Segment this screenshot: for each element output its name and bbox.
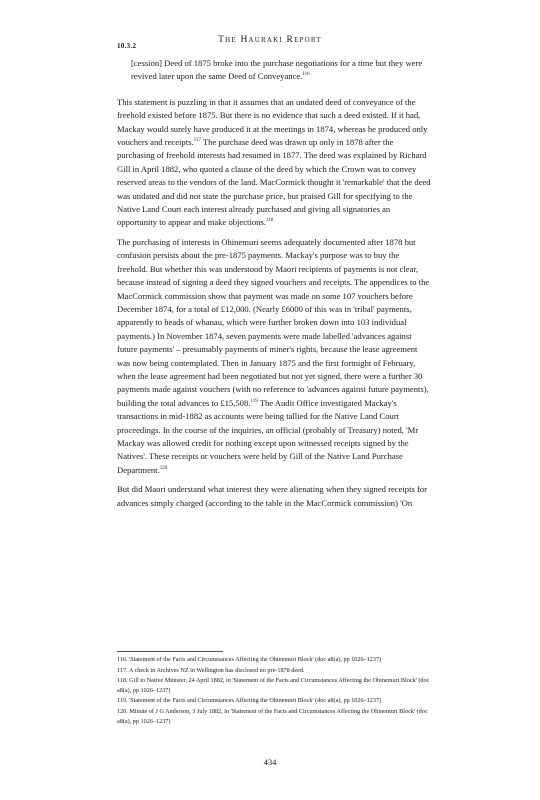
paragraph-text: The purchase deed was drawn up only in 1878 after the purchasing of freehold interests had resumed in 1877. The deed was explained by Richard Gill in April 1882, who quoted a clause of the deed by which the Crown was to convey reserved areas to the vendors of the land. MacCormick thought it 'remarkable' that the deed was undated and did not state the purchase price, but praised Gill for specifying to the Native Land Court each interest already purchased and giving all signatories an opportunity to appear and make objections.	[117, 137, 431, 228]
body-text	[117, 57, 431, 516]
footnote-number: 116.	[117, 656, 128, 663]
footnote-ref: 120	[159, 465, 168, 471]
footnote	[117, 676, 431, 695]
footnote-ref: 117	[193, 138, 201, 144]
footnote-ref: 119	[250, 398, 258, 404]
footnote	[117, 655, 431, 665]
footnote-ref: 116	[302, 72, 310, 78]
running-title: The Hauraki Report	[218, 35, 322, 45]
paragraph-text: But did Maori understand what interest they were alienating when they signed receipts for advances simply charged (according to the table in the MacCormick commission) 'On	[117, 484, 428, 508]
footnote-ref: 118	[265, 218, 274, 224]
paragraph-text: The purchasing of interests in Ohinemuri seems adequately documented after 1878 but confusion persists about the pre-1875 payments. Mackay's purpose was to buy the freehold. But whether this was understood by Maori recipients of payments is not clear, because instead of signing a deed they signed vouchers and receipts. The appendices to the MacCormick commission show that payment was made on some 107 vouchers before December 1874, for a total of £12,000. (Nearly £6000 of this was in 'tribal' payments, apparently to heads of whanau, which were further broken down into 103 individual payments.) In November 1874, seven payments were made labelled 'advances against future payments' – presumably payments of miner's rights, because the lease agreement was now being contemplated. Then in January 1875 and the first fortnight of February, when the lease agreement had been negotiated but not yet signed, there were a further 30 payments made against vouchers (with no reference to 'advances against future payments), building the total advances to £15,508.	[117, 236, 430, 408]
paragraph-text: The Audit Office investigated Mackay's transactions in mid-1882 as accounts were being tallied for the Native Land Court proceedings. In the course of the inquiries, an official (probably of Treasury) noted, 'Mr Mackay was allowed credit for nothing except upon witnessed receipts signed by the Natives'. These receipts or vouchers were held by Gill of the Native Land Purchase Department.	[117, 397, 419, 475]
footnote-number: 117.	[117, 666, 128, 674]
footnote-number: 118.	[117, 677, 128, 685]
footnote	[117, 696, 431, 706]
footnote-text: 'Statement of the Facts and Circumstances Affecting the Ohinemuri Block' (doc a8(a), pp 1026–1237)	[129, 697, 382, 705]
footnote-text: Minute of J G Anderson, 3 July 1882, in 'Statement of the Facts and Circumstances Affecting the Ohinemuri Block' (doc a8(a), pp 1026–1237)	[117, 707, 428, 725]
paragraph	[117, 483, 431, 510]
quote-text: [cession] Deed of 1875 broke into the purchase negotiations for a time but they were revived later upon the same Deed of Conveyance.	[131, 58, 423, 82]
section-number: 10.3.2	[117, 42, 137, 50]
footnote	[117, 666, 431, 676]
footnote-rule	[117, 651, 223, 652]
footnote-text: 'Statement of the Facts and Circumstances Affecting the Ohinemuri Block' (doc a8(a), pp 1026–1237)	[129, 656, 382, 663]
paragraph-text: This statement is puzzling in that it assumes that an undated deed of conveyance of the freehold existed before 1875. But there is no evidence that such a deed existed. If it had, Mackay would surely have produced it at the meetings in 1874, whereas he produced only vouchers and receipts.	[117, 96, 428, 148]
footnotes	[117, 655, 431, 727]
paragraph	[117, 236, 431, 477]
footnote-text: Gill to Native Minister, 24 April 1882, in 'Statement of the Facts and Circumstances Affecting the Ohinemuri Block' (doc a8(a), pp 1026–1237)	[117, 677, 430, 694]
footnote-number: 120.	[117, 707, 128, 715]
page-number: 434	[263, 757, 277, 767]
paragraphs	[117, 96, 431, 510]
footnote	[117, 707, 431, 726]
block-quote	[117, 57, 431, 84]
footnote-text: A check in Archives NZ in Wellington has disclosed no pre-1878 deed.	[128, 666, 305, 674]
footnote-number: 119.	[117, 697, 128, 705]
paragraph	[117, 96, 431, 230]
